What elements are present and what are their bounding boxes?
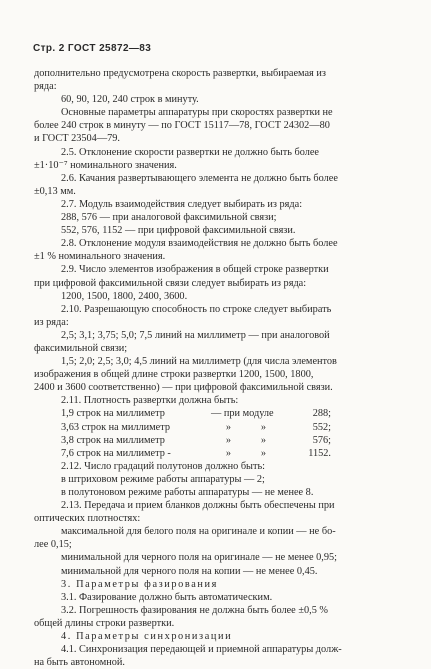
density-ditto: » [260,434,267,446]
text-line: 2400 и 3600 соответственно) — при цифровой факсимильной связи. [34,382,333,394]
density-module: 288; [312,408,331,420]
text-line: изображения в общей длине строки развертки 1200, 1500, 1800, [34,369,314,381]
clause-2-11: 2.11. Плотность развертки должна быть: [61,395,239,407]
text-line: 1200, 1500, 1800, 2400, 3600. [61,290,188,302]
text-line: ±0,13 мм. [34,185,76,197]
text-line: в штриховом режиме работы аппаратуры — 2; [61,473,265,485]
clause-2-10: 2.10. Разрешающую способность по строке следует выбирать [61,303,332,315]
text-line: более 240 строк в минуту — по ГОСТ 15117—78, ГОСТ 24302—80 [34,120,330,132]
text-line: на быть автономной. [34,657,125,669]
text-line: общей длины строки развертки. [34,617,175,629]
clause-3-2: 3.2. Погрешность фазирования не должна быть более ±0,5 % [61,604,328,616]
text-line: ±1 % номинального значения. [34,251,166,263]
text-line: ряда: [34,81,57,93]
text-line: лее 0,15; [34,539,72,551]
clause-2-7: 2.7. Модуль взаимодействия следует выбирать из ряда: [61,198,303,210]
text-line: минимальной для черного поля на копии — не менее 0,45. [61,565,318,577]
density-ditto: » [225,447,232,459]
text-line: 2,5; 3,1; 3,75; 5,0; 7,5 линий на миллиметр — при аналоговой [61,329,330,341]
section-3-heading: 3. Параметры фазирования [61,578,218,590]
density-module: 1152. [308,447,331,459]
text-line: из ряда: [34,316,69,328]
density-value: 3,8 строк на миллиметр [61,434,165,446]
clause-2-13: 2.13. Передача и прием бланков должны быть обеспечены при [61,500,335,512]
text-line: дополнительно предусмотрена скорость развертки, выбираемая из [34,68,326,79]
section-4-heading: 4. Параметры синхронизации [61,631,233,643]
text-line: факсимильной связи; [34,342,128,354]
text-line: при цифровой факсимильной связи следует выбирать из ряда: [34,277,307,289]
text-line: в полутоновом режиме работы аппаратуры — не менее 8. [61,487,314,498]
density-row [61,434,402,447]
density-row [61,421,402,434]
density-ditto: » [225,421,232,433]
text-line: 288, 576 — при аналоговой факсимильной связи; [61,212,277,224]
document-body [34,67,402,669]
density-value: 3,63 строк на миллиметр [61,421,170,433]
density-ditto: » [260,447,267,459]
density-module: 576; [312,434,331,446]
clause-2-6: 2.6. Качания развертывающего элемента не должно быть более [61,172,338,184]
clause-2-9: 2.9. Число элементов изображения в общей строке развертки [61,264,329,276]
text-line: и ГОСТ 23504—79. [34,133,120,145]
text-line: 1,5; 2,0; 2,5; 3,0; 4,5 линий на миллиметр (для числа элементов [61,356,337,368]
density-value: 1,9 строк на миллиметр [61,408,165,420]
clause-2-12: 2.12. Число градаций полутонов должно быть: [61,460,266,472]
density-value: 7,6 строк на миллиметр - [61,447,171,459]
text-line: Основные параметры аппаратуры при скоростях развертки не [61,107,333,119]
text-line: ±1·10⁻⁷ номинального значения. [34,159,177,171]
text-line: 552, 576, 1152 — при цифровой факсимильной связи. [61,225,296,237]
density-table [34,407,402,459]
clause-2-8: 2.8. Отклонение модуля взаимодействия не должно быть более [61,238,338,250]
clause-4-1: 4.1. Синхронизация передающей и приемной аппаратуры долж- [61,644,342,656]
density-module: 552; [312,421,331,433]
density-row [61,447,402,460]
text-line: 60, 90, 120, 240 строк в минуту. [61,94,199,106]
text-line: минимальной для черного поля на оригинале — не менее 0,95; [61,552,338,564]
page-header: Стр. 2 ГОСТ 25872—83 [33,43,152,54]
text-line: оптических плотностях: [34,513,141,525]
density-ditto: » [260,421,267,433]
density-row [61,407,402,420]
clause-2-5: 2.5. Отклонение скорости развертки не должно быть более [61,146,320,158]
clause-3-1: 3.1. Фазирование должно быть автоматическим. [61,591,273,603]
density-ditto: » [225,434,232,446]
density-separator: — при модуле [211,408,274,420]
text-line: максимальной для белого поля на оригинале и копии — не бо- [61,526,336,538]
